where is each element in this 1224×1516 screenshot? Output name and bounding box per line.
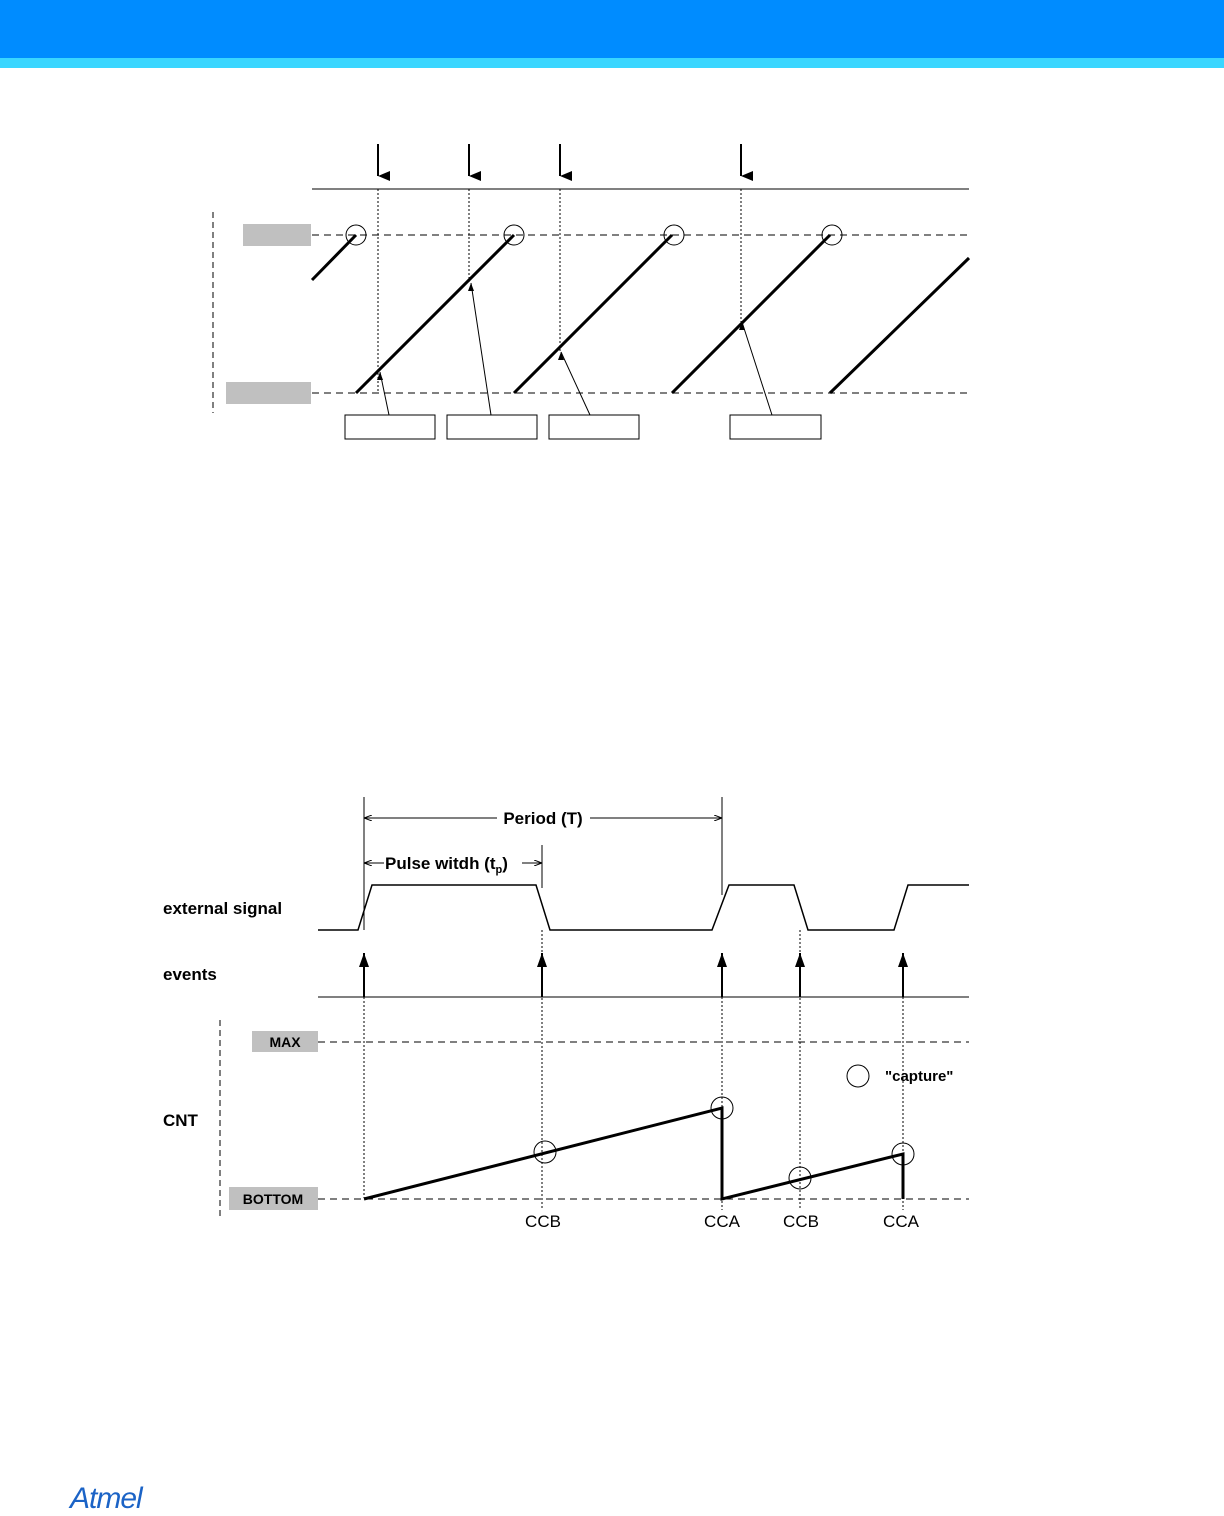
bottom-level-box [226,382,311,404]
top-level-box [243,224,311,246]
capture-pointers [380,283,772,415]
capture-point-label: CCA [883,1212,919,1231]
pulse-width-text: Pulse witdh (t [385,854,496,873]
atmel-logo: Atmel [70,1482,142,1515]
counter-waveform [364,1108,903,1199]
capture-point-label: CCB [783,1212,819,1231]
capture-circles [534,1097,914,1189]
events-row-label: events [163,965,217,984]
event-guides [378,189,741,393]
diagram-1 [213,144,969,439]
counter-ramps [312,235,969,393]
external-signal-waveform [318,885,969,930]
diagram-2 [163,797,969,1231]
period-label: Period (T) [503,809,583,828]
bottom-level-label: BOTTOM [242,1191,304,1207]
event-guides [364,930,903,1210]
legend-capture-icon [847,1065,869,1087]
pulse-width-close: ) [502,854,508,873]
capture-point-label: CCB [525,1212,561,1231]
pulse-width-label [385,854,508,876]
cnt-row-label: CNT [163,1111,198,1130]
event-arrows [364,953,903,997]
signal-row-label: external signal [163,899,283,918]
max-level-label: MAX [269,1034,301,1050]
event-arrows [378,144,741,176]
capture-point-label: CCA [704,1212,740,1231]
pulse-width-sub: p [495,864,503,876]
capture-boxes [345,415,821,439]
legend-capture-label: "capture" [885,1068,954,1085]
